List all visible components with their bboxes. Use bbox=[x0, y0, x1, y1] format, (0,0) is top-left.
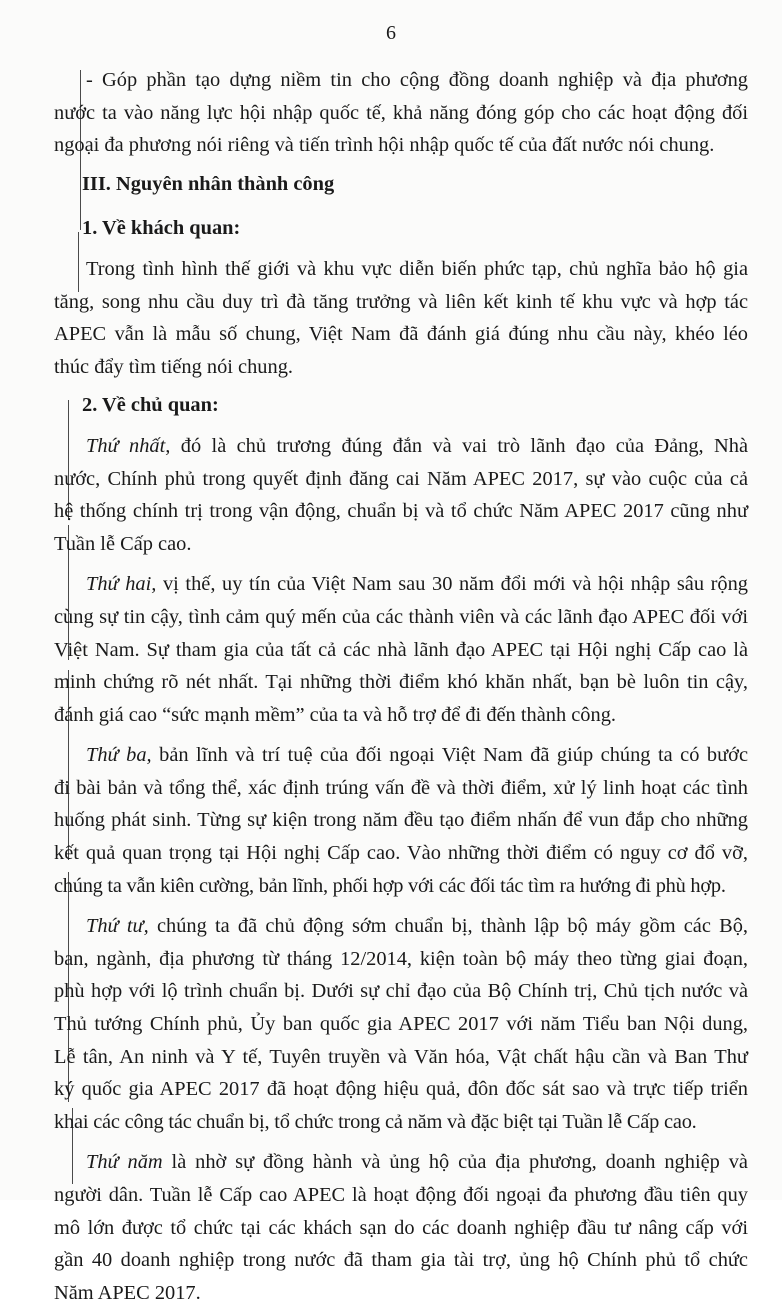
intro-paragraph bbox=[54, 64, 748, 162]
paragraph-lead: Thứ năm bbox=[86, 1151, 163, 1174]
paragraph-lead: Thứ tư, bbox=[86, 915, 149, 938]
subjective-paragraph-1 bbox=[54, 430, 749, 560]
objective-heading: 1. Về khách quan: bbox=[82, 217, 241, 240]
text-line: hệ thống chính trị trong vận động, chuẩn bị và tổ chức Năm APEC 2017 cũng như bbox=[54, 500, 748, 523]
subjective-paragraph-4 bbox=[54, 910, 748, 1138]
paragraph-first-line: là nhờ sự đồng hành và ủng hộ của địa phương, doanh nghiệp và bbox=[162, 1151, 748, 1174]
text-line: minh chứng rõ nét nhất. Tại những thời điểm khó khăn nhất, bạn bè luôn tin cậy, bbox=[54, 671, 748, 694]
text-line: kết quả quan trọng tại Hội nghị Cấp cao. Vào những thời điểm có nguy cơ đổ vỡ, bbox=[54, 842, 748, 865]
text-line: gần 40 doanh nghiệp trong nước đã tham gia tài trợ, ủng hộ Chính phủ tổ chức bbox=[54, 1249, 748, 1272]
text-line: nước, Chính phủ trong quyết định đăng cai Năm APEC 2017, sự vào cuộc của cả bbox=[54, 467, 748, 490]
text-line bbox=[86, 739, 748, 772]
paragraph-lead: Thứ hai, bbox=[86, 573, 157, 596]
subjective-paragraph-3 bbox=[54, 739, 748, 902]
text-line: khai các công tác chuẩn bị, tổ chức trong cả năm và đặc biệt tại Tuần lễ Cấp cao. bbox=[54, 1110, 697, 1133]
text-line: ngoại đa phương nói riêng và tiến trình hội nhập quốc tế của đất nước nói chung. bbox=[54, 134, 715, 157]
text-line: nước ta vào năng lực hội nhập quốc tế, khả năng đóng góp cho các hoạt động đối bbox=[54, 101, 748, 124]
text-line: Năm APEC 2017. bbox=[54, 1281, 201, 1304]
objective-paragraph bbox=[54, 253, 748, 383]
text-line: thúc đẩy tìm tiếng nói chung. bbox=[54, 355, 293, 378]
text-line: người dân. Tuần lễ Cấp cao APEC là hoạt động đối ngoại đa phương đầu tiên quy bbox=[54, 1184, 748, 1206]
text-line: Lễ tân, An ninh và Y tế, Tuyên truyền và Văn hóa, Vật chất hậu cần và Ban Thư bbox=[54, 1045, 748, 1068]
text-line: phù hợp với lộ trình chuẩn bị. Dưới sự chỉ đạo của Bộ Chính trị, Chủ tịch nước và bbox=[54, 980, 748, 1003]
text-line: APEC vẫn là mẫu số chung, Việt Nam đã đánh giá đúng nhu cầu này, khéo léo bbox=[54, 323, 748, 346]
text-line: Thủ tướng Chính phủ, Ủy ban quốc gia APEC 2017 với năm Tiểu ban Nội dung, bbox=[54, 1013, 748, 1036]
text-line: tăng, song nhu cầu duy trì đà tăng trưởng và liên kết kinh tế khu vực và hợp tác bbox=[54, 290, 748, 313]
paragraph-first-line: đó là chủ trương đúng đắn và vai trò lãnh đạo của Đảng, Nhà bbox=[170, 434, 749, 457]
document-body bbox=[54, 64, 749, 1315]
text-line: đánh giá cao “sức mạnh mềm” của ta và hỗ trợ để đi đến thành công. bbox=[54, 703, 616, 726]
text-line: Tuần lễ Cấp cao. bbox=[54, 532, 192, 555]
text-line: huống phát sinh. Từng sự kiện trong năm đều tạo điểm nhấn để vun đắp cho những bbox=[54, 809, 748, 832]
text-line bbox=[86, 430, 748, 463]
text-line: mô lớn được tổ chức tại các khách sạn do các doanh nghiệp đầu tư nâng cấp với bbox=[54, 1216, 748, 1239]
text-line: ban, ngành, địa phương từ tháng 12/2014, kiện toàn bộ máy theo từng giai đoạn, bbox=[54, 947, 748, 970]
paragraph-first-line: vị thế, uy tín của Việt Nam sau 30 năm đổi mới và hội nhập sâu rộng bbox=[156, 573, 748, 596]
paragraph-first-line: bản lĩnh và trí tuệ của đối ngoại Việt Nam đã giúp chúng ta có bước bbox=[151, 744, 748, 767]
text-line bbox=[86, 1146, 748, 1179]
text-line: cùng sự tin cậy, tình cảm quý mến của các thành viên và các lãnh đạo APEC đối với bbox=[54, 605, 748, 628]
text-line: chúng ta vẫn kiên cường, bản lĩnh, phối hợp với các đối tác tìm ra hướng đi phù hợp. bbox=[54, 874, 726, 897]
paragraph-lead: Thứ ba, bbox=[86, 744, 152, 767]
text-line bbox=[86, 910, 748, 943]
page-number: 6 bbox=[386, 22, 396, 44]
subjective-paragraph-5 bbox=[54, 1146, 748, 1309]
subjective-paragraph-2 bbox=[54, 568, 748, 731]
text-line: - Góp phần tạo dựng niềm tin cho cộng đồng doanh nghiệp và địa phương bbox=[86, 69, 748, 91]
text-line: Trong tình hình thế giới và khu vực diễn biến phức tạp, chủ nghĩa bảo hộ gia bbox=[86, 257, 748, 280]
text-line: Việt Nam. Sự tham gia của tất cả các nhà lãnh đạo APEC tại Hội nghị Cấp cao là bbox=[54, 638, 748, 661]
text-line: đi bài bản và tổng thể, xác định trúng vấn đề và thời điểm, xử lý linh hoạt các tình bbox=[54, 776, 748, 799]
section-heading: III. Nguyên nhân thành công bbox=[82, 172, 335, 195]
text-line: ký quốc gia APEC 2017 đã hoạt động hiệu quả, đôn đốc sát sao và trực tiếp triển bbox=[54, 1078, 748, 1101]
paragraph-first-line: chúng ta đã chủ động sớm chuẩn bị, thành lập bộ máy gồm các Bộ, bbox=[148, 915, 748, 938]
paragraph-lead: Thứ nhất, bbox=[86, 434, 171, 457]
text-line bbox=[86, 568, 748, 601]
subjective-heading: 2. Về chủ quan: bbox=[82, 394, 219, 417]
